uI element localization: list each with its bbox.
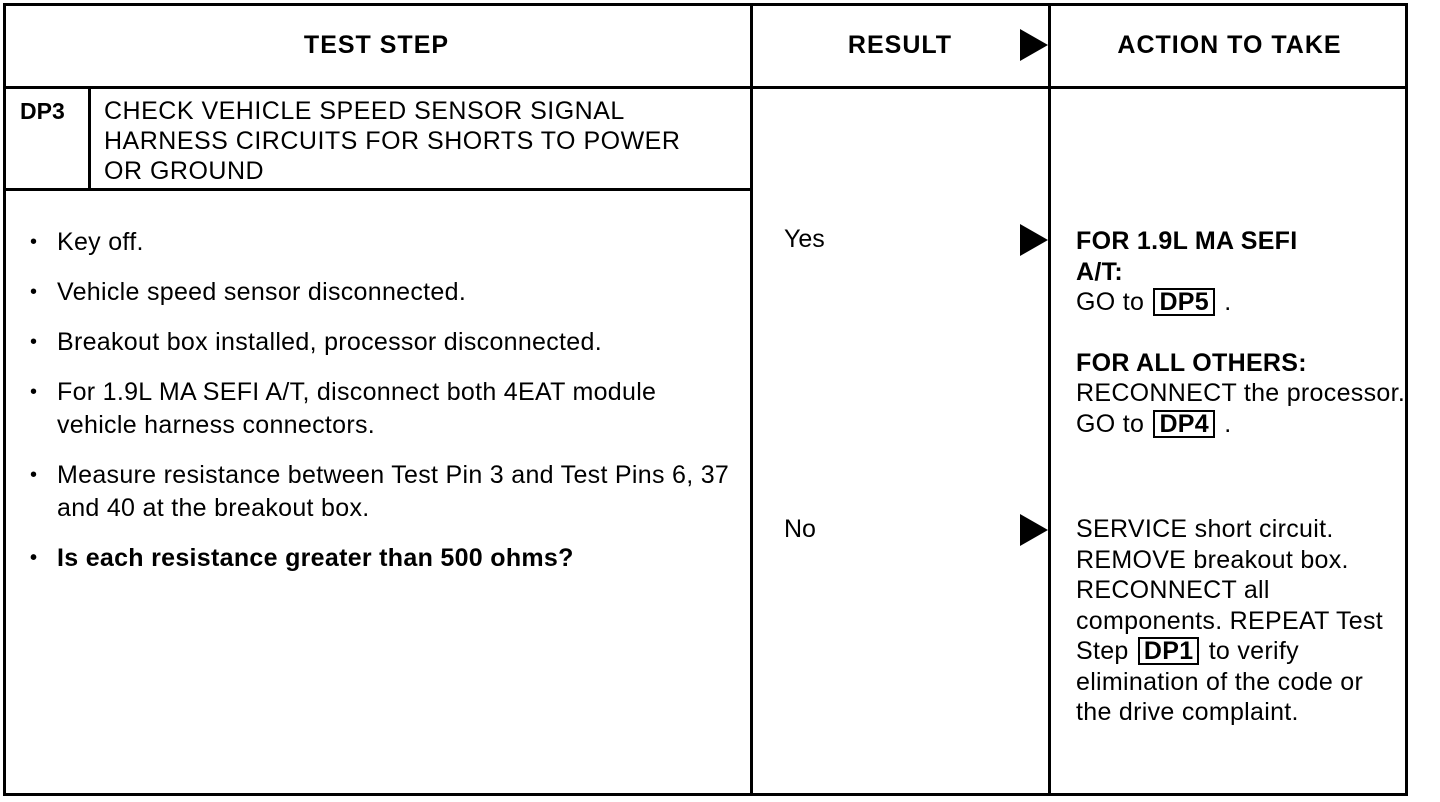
- header-arrow-icon: [1020, 29, 1048, 61]
- action-yes-a-post: .: [1224, 288, 1232, 316]
- bullet-item: • Measure resistance between Test Pin 3 and Test Pins 6, 37 and 40 at the breakout box.: [30, 459, 735, 525]
- step-title-line: HARNESS CIRCUITS FOR SHORTS TO POWER: [104, 127, 681, 155]
- bullet-item: • For 1.9L MA SEFI A/T, disconnect both 4EAT module vehicle harness connectors.: [30, 376, 735, 442]
- action-yes-b-text: RECONNECT the processor. GO to: [1076, 379, 1406, 438]
- step-title-line: OR GROUND: [104, 157, 265, 185]
- result-yes: Yes: [784, 225, 825, 253]
- step-title-line: CHECK VEHICLE SPEED SENSOR SIGNAL: [104, 97, 625, 125]
- action-yes-a-heading: FOR 1.9L MA SEFI A/T:: [1076, 227, 1298, 286]
- action-no: [1076, 514, 1406, 728]
- action-no-text: SERVICE short circuit. REMOVE breakout box. RECONNECT all components. REPEAT Test Step: [1076, 515, 1384, 665]
- header-result: RESULT: [847, 30, 953, 59]
- title-divider: [3, 188, 753, 191]
- action-no-post: to verify elimination of the code or the drive complaint.: [1076, 637, 1364, 726]
- step-code: DP3: [20, 98, 65, 124]
- bullet-item: • Key off.: [30, 226, 735, 259]
- divider-test-result: [750, 3, 753, 796]
- header-test-step: TEST STEP: [303, 30, 450, 59]
- ref-dp1[interactable]: DP1: [1138, 637, 1200, 665]
- yes-arrow-icon: [1020, 224, 1048, 256]
- action-yes-b-post: .: [1224, 409, 1232, 438]
- ref-dp4[interactable]: DP4: [1153, 410, 1215, 438]
- code-divider: [88, 89, 91, 189]
- divider-result-action: [1048, 3, 1051, 796]
- action-yes-a-text: GO to: [1076, 288, 1145, 316]
- no-arrow-icon: [1020, 514, 1048, 546]
- bullet-question: • Is each resistance greater than 500 ohms?: [30, 542, 735, 575]
- result-no: No: [784, 515, 816, 543]
- bullet-item: • Vehicle speed sensor disconnected.: [30, 276, 735, 309]
- action-yes: [1076, 226, 1406, 439]
- ref-dp5[interactable]: DP5: [1153, 288, 1215, 316]
- action-yes-b-heading: FOR ALL OTHERS:: [1076, 348, 1307, 377]
- step-title: [104, 96, 680, 186]
- step-bullets: [30, 226, 735, 592]
- bullet-item: • Breakout box installed, processor disconnected.: [30, 326, 735, 359]
- header-action: ACTION TO TAKE: [1117, 30, 1342, 59]
